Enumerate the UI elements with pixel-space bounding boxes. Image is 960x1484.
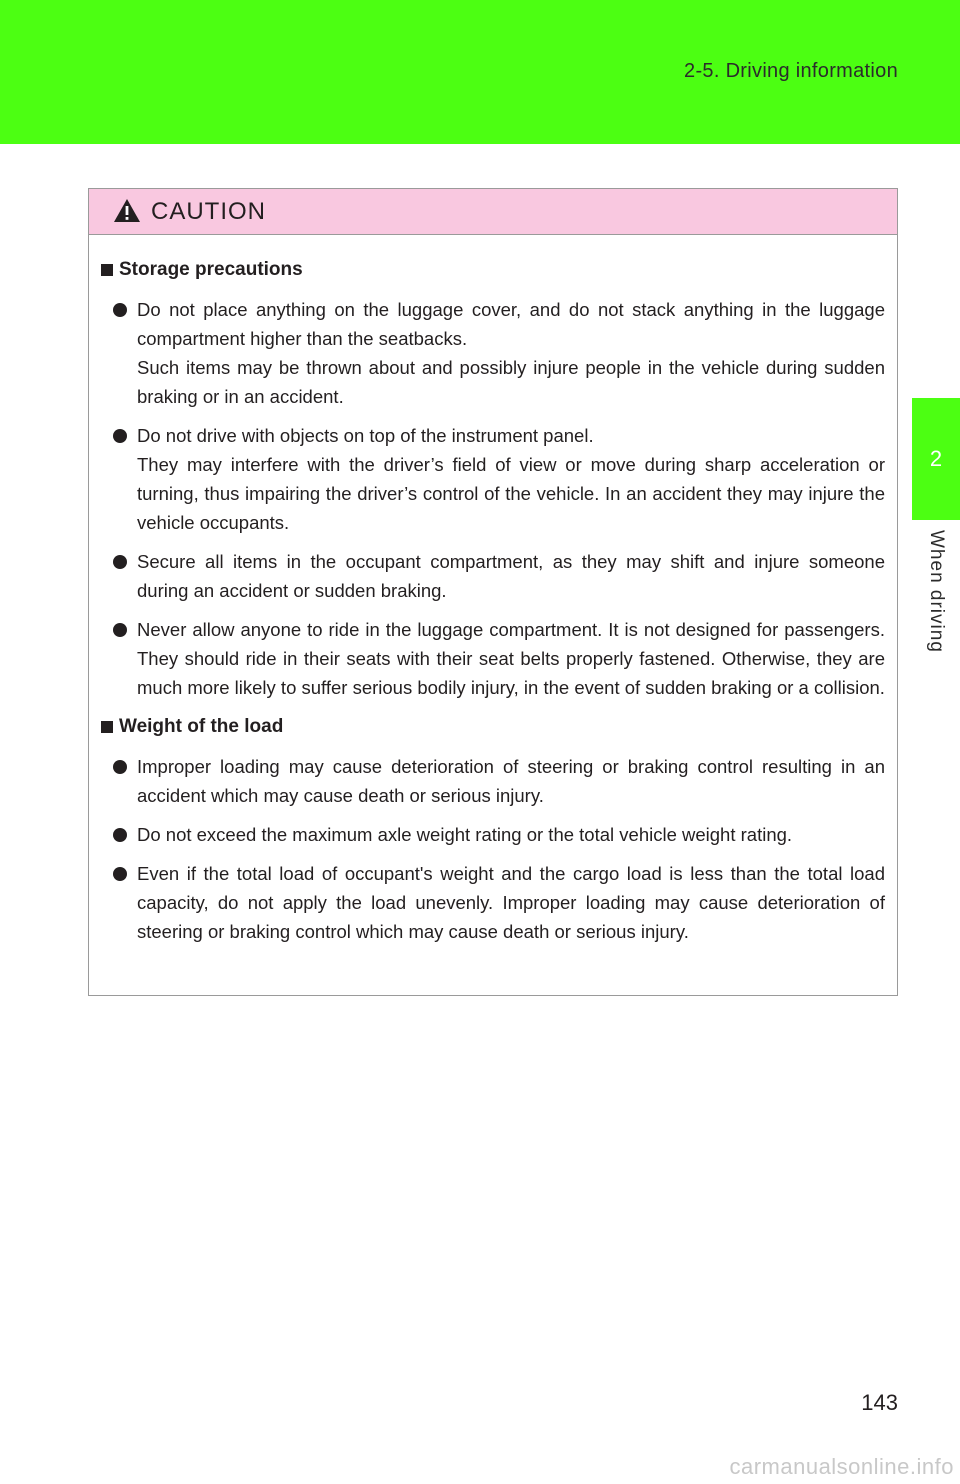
- item-text: Secure all items in the occupant compartment, as they may shift and injure someone during an accident or sudden braking.: [137, 551, 885, 601]
- list-item: [101, 547, 885, 605]
- caution-body: [89, 235, 897, 946]
- chapter-label: [912, 530, 960, 670]
- item-text: Improper loading may cause deterioration of steering or braking control resulting in an accident which may cause death or serious injury.: [137, 756, 885, 806]
- bullet-dot-icon: [113, 760, 127, 774]
- warning-triangle-icon: [113, 198, 141, 223]
- square-bullet-icon: [101, 721, 113, 733]
- item-text: They may interfere with the driver’s field of view or move during sharp acceleration or turning, thus impairing the driver’s control of the vehicle. In an accident they may injure the vehicle occupants.: [137, 454, 885, 533]
- group-storage-precautions: [101, 255, 885, 702]
- bullet-dot-icon: [113, 828, 127, 842]
- bullet-dot-icon: [113, 867, 127, 881]
- header-band: [0, 0, 960, 144]
- list-item: [101, 421, 885, 537]
- chapter-label-text: When driving: [926, 530, 947, 653]
- list-item: [101, 859, 885, 946]
- caution-title: CAUTION: [151, 198, 266, 225]
- group-heading: [101, 255, 885, 285]
- item-text: Even if the total load of occupant's weight and the cargo load is less than the total load capacity, do not apply the load unevenly. Improper loading may cause deterioration of steering or braking control which may cause death or serious injury.: [137, 863, 885, 942]
- caution-header: [89, 189, 897, 235]
- group-weight-of-load: [101, 712, 885, 946]
- chapter-number: 2: [929, 446, 943, 471]
- list-item: [101, 752, 885, 810]
- bullet-dot-icon: [113, 555, 127, 569]
- list-item: [101, 615, 885, 702]
- bullet-dot-icon: [113, 429, 127, 443]
- watermark: carmanualsonline.info: [729, 1454, 954, 1479]
- list-item: [101, 295, 885, 411]
- group-heading: [101, 712, 885, 742]
- chapter-tab: [912, 398, 960, 520]
- item-text: Do not place anything on the luggage cover, and do not stack anything in the luggage compartment higher than the seatbacks.: [137, 299, 885, 349]
- item-text: Do not exceed the maximum axle weight rating or the total vehicle weight rating.: [137, 824, 793, 845]
- item-text: Do not drive with objects on top of the instrument panel.: [137, 425, 594, 446]
- bullet-dot-icon: [113, 303, 127, 317]
- item-text: Never allow anyone to ride in the luggage compartment. It is not designed for passengers. They should ride in their seats with their seat belts properly fastened. Otherwise, they are much more likely to suffer serious bodily injury, in the event of sudden braking or a collision.: [137, 619, 885, 698]
- caution-box: [88, 188, 898, 996]
- section-title: 2-5. Driving information: [684, 60, 898, 82]
- group-heading-text: Storage precautions: [119, 259, 303, 280]
- square-bullet-icon: [101, 264, 113, 276]
- page-number: 143: [861, 1390, 898, 1415]
- bullet-dot-icon: [113, 623, 127, 637]
- item-text: Such items may be thrown about and possibly injure people in the vehicle during sudden braking or in an accident.: [137, 357, 885, 407]
- group-heading-text: Weight of the load: [119, 716, 284, 737]
- list-item: [101, 820, 885, 849]
